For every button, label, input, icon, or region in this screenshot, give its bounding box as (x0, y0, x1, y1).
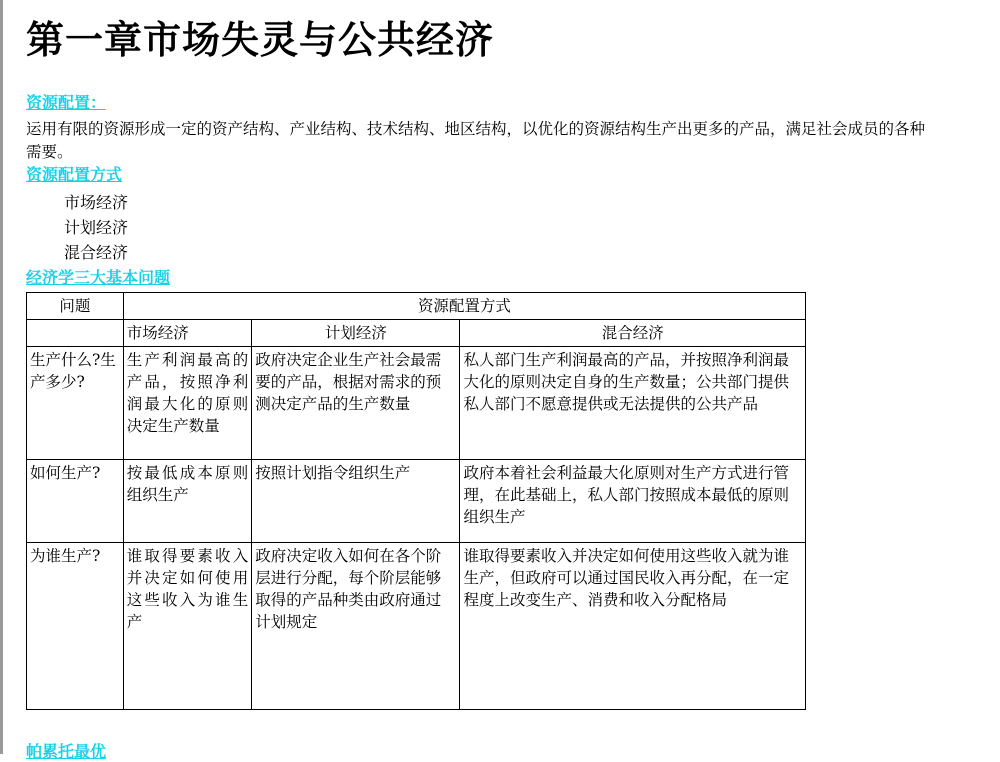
row-mixed: 私人部门生产利润最高的产品，并按照净利润最大化的原则决定自身的生产数量；公共部门提供私人部门不愿意提供或无法提供的公共产品 (460, 347, 806, 460)
header-empty (27, 320, 124, 347)
resource-allocation-link[interactable]: 资源配置： (26, 93, 107, 112)
list-item: 混合经济 (64, 243, 129, 262)
table-row (27, 460, 806, 543)
row-mixed: 谁取得要素收入并决定如何使用这些收入就为谁生产，但政府可以通过国民收入再分配，在一定程度上改变生产、消费和收入分配格局 (460, 543, 806, 710)
row-mixed: 政府本着社会利益最大化原则对生产方式进行管理，在此基础上，私人部门按照成本最低的原则组织生产 (460, 460, 806, 543)
row-plan: 按照计划指令组织生产 (252, 460, 460, 543)
page-title: 第一章市场失灵与公共经济 (26, 18, 495, 62)
header-mixed: 混合经济 (460, 320, 806, 347)
table-header-row (27, 293, 806, 320)
list-item: 市场经济 (64, 193, 129, 212)
table-row (27, 543, 806, 710)
row-market: 按最低成本原则组织生产 (123, 460, 252, 543)
row-plan: 政府决定收入如何在各个阶层进行分配，每个阶层能够取得的产品种类由政府通过计划规定 (252, 543, 460, 710)
row-plan: 政府决定企业生产社会最需要的产品，根据对需求的预测决定产品的生产数量 (252, 347, 460, 460)
resource-allocation-definition: 运用有限的资源形成一定的资产结构、产业结构、技术结构、地区结构，以优化的资源结构生产出更多的产品，满足社会成员的各种需要。 (26, 120, 926, 161)
header-question: 问题 (27, 293, 124, 320)
header-plan: 计划经济 (252, 320, 460, 347)
row-question: 生产什么?生产多少? (27, 347, 124, 460)
pareto-optimal-link[interactable]: 帕累托最优 (26, 742, 107, 761)
allocation-methods-list (64, 190, 128, 265)
list-item: 计划经济 (64, 218, 129, 237)
basic-questions-table (26, 292, 806, 710)
row-question: 如何生产? (27, 460, 124, 543)
table-row (27, 347, 806, 460)
allocation-methods-link[interactable]: 资源配置方式 (26, 165, 123, 184)
three-basic-questions-link[interactable]: 经济学三大基本问题 (26, 268, 171, 287)
left-border-rule (0, 0, 3, 754)
row-market: 生产利润最高的产品，按照净利润最大化的原则决定生产数量 (123, 347, 252, 460)
header-allocation-methods: 资源配置方式 (123, 293, 805, 320)
row-question: 为谁生产? (27, 543, 124, 710)
header-market: 市场经济 (123, 320, 252, 347)
row-market: 谁取得要素收入并决定如何使用这些收入为谁生产 (123, 543, 252, 710)
table-subheader-row (27, 320, 806, 347)
